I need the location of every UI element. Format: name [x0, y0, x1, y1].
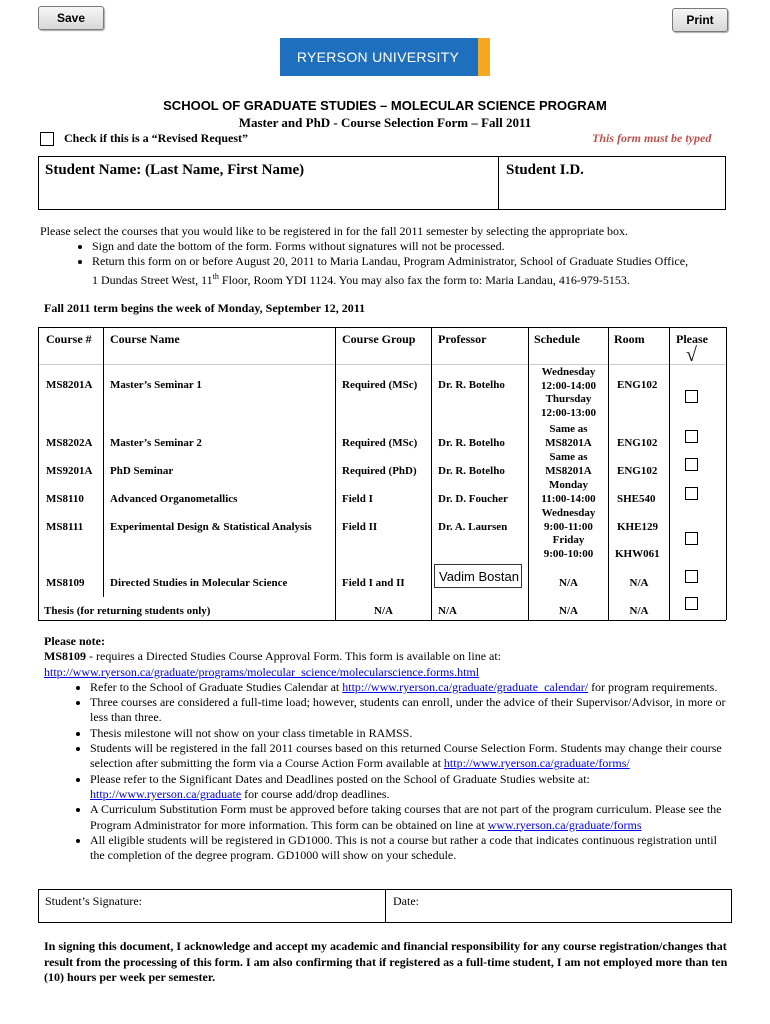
row1-group: Required (MSc) [342, 379, 418, 391]
note-thesis: • Thesis milestone will not show on your class timetable in RAMSS. [90, 726, 728, 741]
note-deadlines [90, 772, 728, 803]
row5-room: KHE129 [617, 521, 658, 533]
signature-label: Student’s Signature: [45, 894, 142, 908]
row2-schedule [529, 423, 608, 450]
row4-room: SHE540 [617, 493, 656, 505]
student-id-label: Student I.D. [506, 162, 584, 178]
logo-text: RYERSON UNIVERSITY [296, 49, 460, 65]
row7-schedule: N/A [559, 605, 578, 617]
instruction-bullet-return [92, 254, 730, 288]
header-professor: Professor [438, 332, 487, 346]
row3-prof: Dr. R. Botelho [438, 465, 505, 477]
row1-sched-4: 12:00-13:00 [541, 406, 596, 419]
note-calendar [90, 680, 728, 695]
ryerson-logo [280, 38, 490, 76]
student-id-field[interactable] [499, 157, 725, 209]
checkmark-icon: √ [686, 344, 697, 366]
row7-code: Thesis (for returning students only) [44, 605, 211, 617]
row5-schedule [529, 507, 608, 561]
instructions-intro: Please select the courses that you would like to be registered in for the fall 2011 semester by selecting the appropriate box. [40, 224, 629, 238]
row6-code: MS8109 [46, 577, 85, 589]
professor-input[interactable]: Vadim Bostan [434, 564, 522, 588]
row4-sched-1: Monday [548, 479, 589, 491]
directed-studies-link[interactable]: http://www.ryerson.ca/graduate/programs/molecular_science/molecularscience.forms.html [44, 664, 480, 679]
row4-sched-2: 11:00-14:00 [541, 492, 596, 505]
row5-group: Field II [342, 521, 378, 533]
row2-name: Master’s Seminar 2 [110, 437, 202, 449]
instruction-bullet-sign: • Sign and date the bottom of the form. Forms without signatures will not be processed. [92, 239, 730, 254]
row1-prof: Dr. R. Botelho [438, 379, 505, 391]
return-line-1: Return this form on or before August 20, 2011 to Maria Landau, Program Administrator, School of Graduate Studies Office, [92, 254, 689, 268]
instructions [40, 224, 730, 288]
note-deadlines-text: Please refer to the Significant Dates and Deadlines posted on the School of Graduate Studies website at: [90, 771, 590, 786]
row3-name: PhD Seminar [110, 465, 174, 477]
note-substitution-text: A Curriculum Substitution Form must be approved before taking courses that are not part of the program curriculum. Please see the Program Administrator for more information. This form can be obtained on line at [90, 802, 722, 832]
note-deadlines-text2: for course add/drop deadlines. [241, 786, 390, 801]
note-calendar-text2: for program requirements. [588, 679, 718, 694]
row4-prof: Dr. D. Foucher [438, 493, 508, 505]
row5-code: MS8111 [46, 521, 84, 533]
row1-schedule [529, 366, 608, 420]
row6-group: Field I and II [342, 577, 405, 589]
notes [44, 634, 728, 863]
row1-sched-3: Thursday [545, 393, 592, 405]
row6-name: Directed Studies in Molecular Science [110, 577, 288, 589]
row5-sched-2: 9:00-11:00 [544, 520, 593, 533]
row5-prof: Dr. A. Laursen [438, 521, 508, 533]
row3-code: MS9201A [46, 465, 93, 477]
ms8109-code: MS8109 [44, 649, 86, 664]
forms-link[interactable]: http://www.ryerson.ca/graduate/forms/ [443, 756, 630, 771]
row4-schedule [529, 479, 608, 506]
revised-request-label: Check if this is a “Revised Request” [64, 131, 249, 145]
print-button[interactable]: Print [672, 8, 728, 32]
return-line-2: 1 Dundas Street West, 11 [92, 273, 213, 287]
row1-sched-1: Wednesday [541, 366, 596, 378]
save-button[interactable]: Save [38, 6, 104, 30]
row2-sched-2: MS8201A [545, 436, 592, 449]
row1-sched-2: 12:00-14:00 [541, 379, 596, 392]
row5-sched-4: 9:00-10:00 [543, 547, 594, 560]
row3-group: Required (PhD) [342, 465, 417, 477]
note-full-time: • Three courses are considered a full-time load; however, students can enroll, under the advice of their Supervisor/Advisor, in more or less than three. [90, 695, 728, 726]
graduate-link[interactable]: http://www.ryerson.ca/graduate [90, 786, 242, 801]
row2-prof: Dr. R. Botelho [438, 437, 505, 449]
row3-sched-1: Same as [549, 451, 588, 463]
revised-request-checkbox[interactable] [40, 132, 54, 146]
row5-name: Experimental Design & Statistical Analysis [110, 521, 312, 533]
note-registration [90, 741, 728, 772]
student-name-label: Student Name: (Last Name, First Name) [45, 162, 305, 178]
header-schedule: Schedule [534, 332, 581, 346]
note-substitution [90, 802, 728, 833]
notes-heading: Please note: [44, 634, 105, 648]
row3-sched-2: MS8201A [545, 464, 592, 477]
row3-schedule [529, 451, 608, 478]
row2-code: MS8202A [46, 437, 93, 449]
header-course-name: Course Name [110, 332, 180, 346]
ms8109-text: - requires a Directed Studies Course Approval Form. This form is available on line at: [86, 649, 502, 664]
row1-room: ENG102 [617, 379, 658, 391]
signature-field[interactable] [39, 890, 385, 922]
row3-room: ENG102 [617, 465, 658, 477]
student-name-field[interactable] [39, 157, 498, 209]
row4-name: Advanced Organometallics [110, 493, 238, 505]
row2-sched-1: Same as [549, 423, 588, 435]
row3-select-checkbox[interactable] [685, 458, 698, 471]
date-label: Date: [393, 894, 419, 908]
row1-name: Master’s Seminar 1 [110, 379, 202, 391]
row4-select-checkbox[interactable] [685, 487, 698, 500]
row7-prof: N/A [438, 605, 457, 617]
header-please: Please [676, 332, 708, 346]
row7-group: N/A [374, 605, 393, 617]
row6-room: N/A [629, 577, 649, 589]
logo-stripe [478, 38, 490, 76]
row6-select-checkbox[interactable] [685, 570, 698, 583]
return-sup: th [212, 272, 219, 281]
note-registration-text: Students will be registered in the fall 2011 courses based on this returned Course Selection Form. Students may change their course selection after submitting the form via a Course Action Form available at [90, 741, 722, 771]
return-line-3: Floor, Room YDI 1124. You may also fax the form to: Maria Landau, 416-979-5153. [218, 273, 630, 287]
note-calendar-text: Refer to the School of Graduate Studies Calendar at [90, 679, 343, 694]
term-start: Fall 2011 term begins the week of Monday, September 12, 2011 [44, 301, 366, 315]
header-room: Room [614, 332, 645, 346]
student-info-box [38, 156, 726, 210]
note-gd1000: • All eligible students will be registered in GD1000. This is not a course but rather a code that indicates continuous registration until the completion of the degree program. GD1000 will show on your schedule. [90, 833, 728, 864]
signature-box [38, 889, 732, 923]
row1-code: MS8201A [46, 379, 93, 391]
header-course-group: Course Group [342, 332, 416, 346]
row2-group: Required (MSc) [342, 437, 418, 449]
row5-sched-3: Friday [552, 534, 585, 546]
typed-notice: This form must be typed [592, 131, 712, 145]
row4-group: Field I [342, 493, 373, 505]
row5-room2: KHW061 [615, 548, 660, 560]
calendar-link[interactable]: http://www.ryerson.ca/graduate/graduate_calendar/ [342, 679, 589, 694]
acknowledgement: In signing this document, I acknowledge and accept my academic and financial responsibility for any course registration/changes that result from the processing of this form. I am also confirming that if registered as a full-time student, I am not employed more than ten (10) hours per week per semester. [44, 939, 728, 984]
header-course-number: Course # [46, 332, 92, 346]
row5-sched-1: Wednesday [541, 507, 596, 519]
form-title: SCHOOL OF GRADUATE STUDIES – MOLECULAR SCIENCE PROGRAM [163, 98, 607, 113]
row1-select-checkbox[interactable] [685, 390, 698, 403]
row5-select-checkbox[interactable] [685, 532, 698, 545]
row7-room: N/A [629, 605, 649, 617]
ms8109-note [44, 649, 728, 664]
substitution-forms-link[interactable]: www.ryerson.ca/graduate/forms [487, 817, 642, 832]
row2-room: ENG102 [617, 437, 658, 449]
date-field[interactable] [386, 890, 731, 922]
form-subtitle: Master and PhD - Course Selection Form – Fall 2011 [238, 115, 532, 130]
row7-select-checkbox[interactable] [685, 597, 698, 610]
row4-code: MS8110 [46, 493, 84, 505]
row2-select-checkbox[interactable] [685, 430, 698, 443]
row6-schedule: N/A [559, 577, 578, 589]
